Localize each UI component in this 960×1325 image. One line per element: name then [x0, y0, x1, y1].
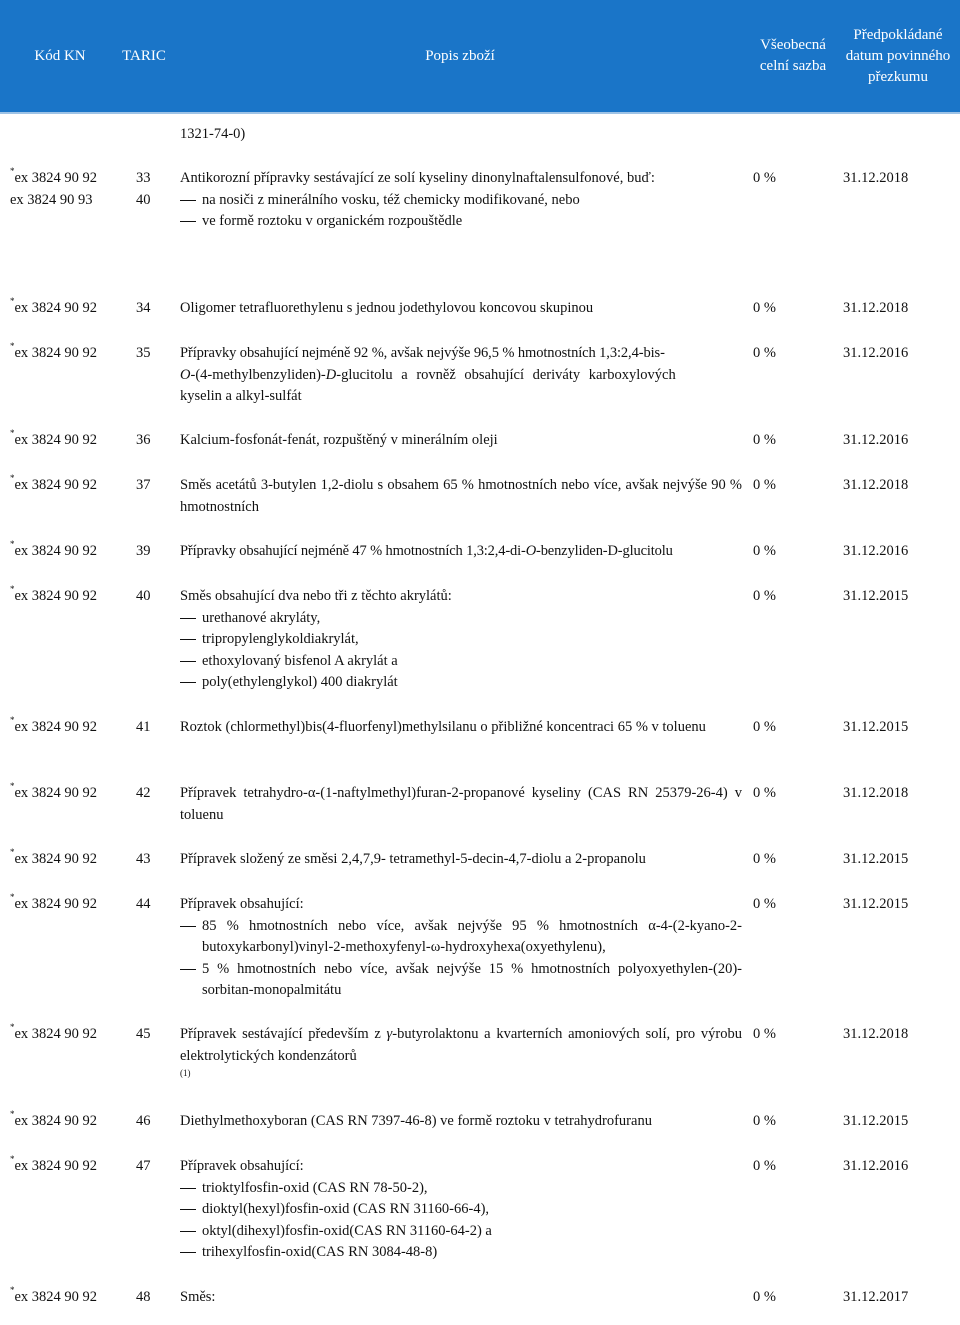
taric-code: 44	[136, 896, 151, 912]
review-date: 31.12.2016	[843, 1158, 909, 1174]
description: Antikorozní přípravky sestávající ze solí kyseliny dinonylnaftalensulfonové, buď: na nosiči z minerálního vosku, též chemicky modifikované, nebo ve formě roztoku v organickém rozpouštědle	[180, 168, 742, 233]
review-date: 31.12.2015	[843, 851, 909, 867]
description: Směs obsahující dva nebo tři z těchto akrylátů: urethanové akryláty, tripropylenglykoldiakrylát, ethoxylovaný bisfenol A akrylát a poly(ethylenglykol) 400 diakrylát	[180, 586, 742, 694]
description: Přípravky obsahující nejméně 47 % hmotnostních 1,3:2,4-di-O-benzyliden-D-glucitolu	[180, 543, 673, 559]
list-item: tripropylenglykoldiakrylát,	[180, 629, 742, 651]
taric-code: 48	[136, 1289, 151, 1305]
taric-code: 35	[136, 345, 151, 361]
taric-code: 46	[136, 1113, 151, 1129]
duty-rate: 0 %	[753, 785, 776, 801]
duty-rate: 0 %	[753, 345, 776, 361]
kn-code: *ex 3824 90 92	[10, 539, 98, 559]
kn-code: *ex 3824 90 92	[10, 473, 98, 493]
duty-rate: 0 %	[753, 1289, 776, 1305]
description: Diethylmethoxyboran (CAS RN 7397-46-8) ve formě roztoku v tetrahydrofuranu	[180, 1113, 652, 1129]
kn-code: *ex 3824 90 92	[10, 1022, 98, 1042]
kn-code: *ex 3824 90 92	[10, 781, 98, 801]
kn-code: *ex 3824 90 92	[10, 584, 98, 604]
taric-code: 45	[136, 1026, 151, 1042]
carry-over-text: 1321-74-0)	[180, 126, 246, 142]
kn-code: *ex 3824 90 92	[10, 1285, 98, 1305]
review-date: 31.12.2018	[843, 170, 909, 186]
list-item: ve formě roztoku v organickém rozpouštědle	[180, 211, 742, 233]
taric-code: 39	[136, 543, 151, 559]
description: Přípravky obsahující nejméně 92 %, avšak nejvýše 96,5 % hmotnostních 1,3:2,4-bis- O-(4-methylbenzyliden)-D-glucitolu a rovněž obsahující deriváty karboxylových kyselin a alkyl-sulfát	[180, 345, 676, 404]
duty-rate: 0 %	[753, 588, 776, 604]
review-date: 31.12.2015	[843, 588, 909, 604]
kn-code: *ex 3824 90 92 ex 3824 90 93	[10, 166, 98, 208]
description: Přípravek obsahující: 85 % hmotnostních nebo více, avšak nejvýše 95 % hmotnostních α-4-(2-kyano-2-butoxykarbonyl)vinyl-2-methoxyfenyl-ω-hydroxyhexa(oxyethylenu), 5 % hmotnostních nebo více, avšak nejvýše 15 % hmotnostních polyoxyethylen-(20)-sorbitan-monopalmitátu	[180, 894, 742, 1002]
list-item: poly(ethylenglykol) 400 diakrylát	[180, 672, 742, 694]
review-date: 31.12.2015	[843, 719, 909, 735]
duty-rate: 0 %	[753, 170, 776, 186]
review-date: 31.12.2015	[843, 896, 909, 912]
header-sazba: Všeobecná celní sazba	[759, 37, 827, 74]
kn-code: *ex 3824 90 92	[10, 847, 98, 867]
header-taric: TARIC	[122, 47, 166, 64]
header-kod-kn: Kód KN	[34, 47, 86, 64]
duty-rate: 0 %	[753, 1026, 776, 1042]
kn-code: *ex 3824 90 92	[10, 296, 98, 316]
list-item: na nosiči z minerálního vosku, též chemicky modifikované, nebo	[180, 190, 742, 212]
review-date: 31.12.2016	[843, 543, 909, 559]
taric-code: 34	[136, 300, 151, 316]
list-item: dioktyl(hexyl)fosfin-oxid (CAS RN 31160-66-4),	[180, 1199, 742, 1221]
kn-code: *ex 3824 90 92	[10, 1109, 98, 1129]
footnote-ref: (1)	[180, 1068, 191, 1078]
kn-code: *ex 3824 90 92	[10, 892, 98, 912]
kn-code: *ex 3824 90 92	[10, 1154, 98, 1174]
description: Kalcium-fosfonát-fenát, rozpuštěný v minerálním oleji	[180, 432, 498, 448]
description: Přípravek obsahující: trioktylfosfin-oxid (CAS RN 78-50-2), dioktyl(hexyl)fosfin-oxid (CAS RN 31160-66-4), oktyl(dihexyl)fosfin-oxid(CAS RN 31160-64-2) a trihexylfosfin-oxid(CAS RN 3084-48-8)	[180, 1156, 742, 1264]
description: Přípravek složený ze směsi 2,4,7,9- tetramethyl-5-decin-4,7-diolu a 2-propanolu	[180, 851, 646, 867]
duty-rate: 0 %	[753, 896, 776, 912]
duty-rate: 0 %	[753, 719, 776, 735]
review-date: 31.12.2016	[843, 432, 909, 448]
review-date: 31.12.2018	[843, 1026, 909, 1042]
duty-rate: 0 %	[753, 851, 776, 867]
review-date: 31.12.2016	[843, 345, 909, 361]
list-item: ethoxylovaný bisfenol A akrylát a	[180, 651, 742, 673]
taric-code: 33 40	[136, 170, 151, 208]
description: Oligomer tetrafluorethylenu s jednou jodethylovou koncovou skupinou	[180, 300, 594, 316]
kn-code: *ex 3824 90 92	[10, 428, 98, 448]
duty-rate: 0 %	[753, 432, 776, 448]
duty-rate: 0 %	[753, 477, 776, 493]
table-header	[0, 0, 960, 112]
list-item: urethanové akryláty,	[180, 608, 742, 630]
header-datum: Předpokládané datum povinného přezkumu	[845, 26, 951, 85]
list-item: trihexylfosfin-oxid(CAS RN 3084-48-8)	[180, 1242, 742, 1264]
duty-rate: 0 %	[753, 1113, 776, 1129]
review-date: 31.12.2015	[843, 1113, 909, 1129]
taric-code: 36	[136, 432, 151, 448]
review-date: 31.12.2017	[843, 1289, 909, 1305]
list-item: 5 % hmotnostních nebo více, avšak nejvýše 15 % hmotnostních polyoxyethylen-(20)-sorbitan-monopalmitátu	[180, 959, 742, 1002]
review-date: 31.12.2018	[843, 785, 909, 801]
duty-rate: 0 %	[753, 543, 776, 559]
description: Směs acetátů 3-butylen 1,2-diolu s obsahem 65 % hmotnostních nebo více, avšak nejvýše 90 % hmotnostních	[180, 477, 742, 515]
kn-code: *ex 3824 90 92	[10, 715, 98, 735]
taric-code: 47	[136, 1158, 151, 1174]
taric-code: 37	[136, 477, 151, 493]
duty-rate: 0 %	[753, 300, 776, 316]
list-item: oktyl(dihexyl)fosfin-oxid(CAS RN 31160-64-2) a	[180, 1221, 742, 1243]
taric-code: 43	[136, 851, 151, 867]
duty-rate: 0 %	[753, 1158, 776, 1174]
taric-code: 41	[136, 719, 151, 735]
description: Roztok (chlormethyl)bis(4-fluorfenyl)methylsilanu o přibližné koncentraci 65 % v toluenu	[180, 719, 706, 735]
list-item: 85 % hmotnostních nebo více, avšak nejvýše 95 % hmotnostních α-4-(2-kyano-2-butoxykarbonyl)vinyl-2-methoxyfenyl-ω-hydroxyhexa(oxyethylenu),	[180, 916, 742, 959]
header-divider	[0, 112, 960, 114]
review-date: 31.12.2018	[843, 477, 909, 493]
header-popis: Popis zboží	[425, 47, 495, 64]
description: Přípravek tetrahydro-α-(1-naftylmethyl)furan-2-propanové kyseliny (CAS RN 25379-26-4) v toluenu	[180, 785, 742, 823]
review-date: 31.12.2018	[843, 300, 909, 316]
kn-code: *ex 3824 90 92	[10, 341, 98, 361]
list-item: trioktylfosfin-oxid (CAS RN 78-50-2),	[180, 1178, 742, 1200]
taric-code: 42	[136, 785, 151, 801]
taric-code: 40	[136, 588, 151, 604]
description: Přípravek sestávající především z γ-butyrolaktonu a kvarterních amoniových solí, pro výrobu elektrolytických kondenzátorů (1)	[180, 1026, 742, 1078]
description: Směs:	[180, 1289, 216, 1305]
